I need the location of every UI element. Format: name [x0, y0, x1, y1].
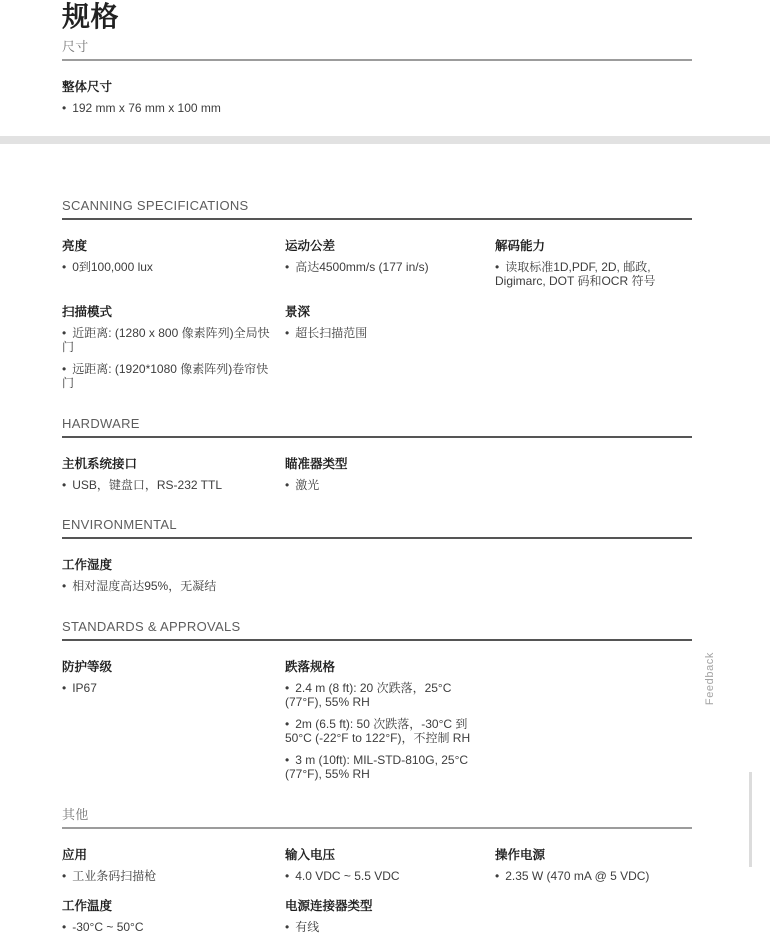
section-heading: HARDWARE [62, 417, 692, 438]
spec-cell [62, 848, 285, 884]
scrollbar-track[interactable] [749, 772, 752, 867]
section-divider-band [0, 136, 770, 144]
spec-label: 瞄准器类型 [285, 456, 348, 471]
section-heading: 尺寸 [62, 40, 692, 61]
spec-cell [495, 239, 692, 289]
spec-bullet: • 2.35 W (470 mA @ 5 VDC) [495, 869, 678, 884]
spec-label: 应用 [62, 847, 88, 862]
spec-label: 主机系统接口 [62, 456, 138, 471]
spec-cell [62, 305, 285, 391]
spec-label: 跌落规格 [285, 659, 336, 674]
section-standards-approvals [62, 620, 692, 782]
spec-bullet: • IP67 [62, 681, 271, 696]
spec-label: 运动公差 [285, 238, 336, 253]
spec-bullet: • 远距离: (1920*1080 像素阵列)卷帘快门 [62, 362, 271, 391]
spec-cell [285, 239, 495, 289]
section-heading: ENVIRONMENTAL [62, 518, 692, 539]
section-hardware [62, 417, 692, 493]
section-heading: STANDARDS & APPROVALS [62, 620, 692, 641]
spec-cell [62, 660, 285, 782]
spec-label: 工作温度 [62, 899, 113, 913]
spec-cell [62, 457, 285, 493]
spec-label: 亮度 [62, 238, 88, 253]
section-heading: 其他 [62, 808, 692, 829]
spec-bullet: • 超长扫描范围 [285, 326, 481, 341]
spec-bullet: • 相对湿度高达95%，无凝结 [62, 579, 271, 594]
spec-bullet: • 3 m (10ft): MIL-STD-810G, 25°C (77°F), 55% RH [285, 753, 481, 782]
spec-label: 防护等级 [62, 659, 113, 674]
spec-bullet: • USB，键盘口，RS-232 TTL [62, 478, 271, 493]
spec-bullet: • 192 mm x 76 mm x 100 mm [62, 101, 271, 116]
spec-bullet: • 激光 [285, 478, 481, 493]
spec-row [62, 660, 692, 782]
spec-cell [285, 305, 495, 391]
section-heading: SCANNING SPECIFICATIONS [62, 199, 692, 220]
section-scanning-specifications [62, 199, 692, 391]
spec-cell [285, 848, 495, 884]
spec-row [62, 558, 692, 594]
spec-bullet: • 有线 [285, 920, 481, 935]
spec-label: 扫描模式 [62, 304, 113, 319]
spec-bullet: • 2m (6.5 ft): 50 次跌落，-30°C 到 50°C (-22°F to 122°F)，不控制 RH [285, 717, 481, 746]
spec-cell [62, 239, 285, 289]
page-title: 规格 [62, 1, 120, 32]
section-other [62, 808, 692, 935]
spec-label: 电源连接器类型 [285, 899, 373, 913]
spec-cell [495, 848, 692, 884]
section-dimensions [62, 40, 692, 116]
spec-row [62, 305, 692, 391]
spec-bullet: • 2.4 m (8 ft): 20 次跌落，25°C (77°F), 55% RH [285, 681, 481, 710]
spec-row [62, 848, 692, 884]
spec-bullet: • 4.0 VDC ~ 5.5 VDC [285, 869, 481, 884]
spec-cell [285, 457, 495, 493]
feedback-button[interactable]: Feedback [704, 652, 716, 706]
spec-label: 解码能力 [495, 238, 546, 253]
spec-label: 景深 [285, 304, 311, 319]
spec-cell [62, 558, 285, 594]
spec-label: 输入电压 [285, 847, 336, 862]
section-environmental [62, 518, 692, 594]
spec-bullet: • 0到100,000 lux [62, 260, 271, 275]
spec-row [62, 899, 692, 935]
spec-bullet: • 读取标准1D,PDF, 2D, 邮政, Digimarc, DOT 码和OCR 符号 [495, 260, 678, 289]
spec-label: 操作电源 [495, 847, 546, 862]
spec-label: 工作湿度 [62, 558, 113, 572]
spec-bullet: • -30°C ~ 50°C [62, 920, 271, 935]
spec-cell [285, 660, 495, 782]
spec-cell [62, 80, 285, 116]
spec-bullet: • 工业条码扫描枪 [62, 869, 271, 884]
spec-row [62, 239, 692, 289]
spec-row [62, 80, 692, 116]
spec-cell [285, 899, 495, 935]
spec-row [62, 457, 692, 493]
spec-cell [62, 899, 285, 935]
spec-bullet: • 高达4500mm/s (177 in/s) [285, 260, 481, 275]
spec-label: 整体尺寸 [62, 80, 113, 94]
spec-bullet: • 近距离: (1280 x 800 像素阵列)全局快门 [62, 326, 271, 355]
